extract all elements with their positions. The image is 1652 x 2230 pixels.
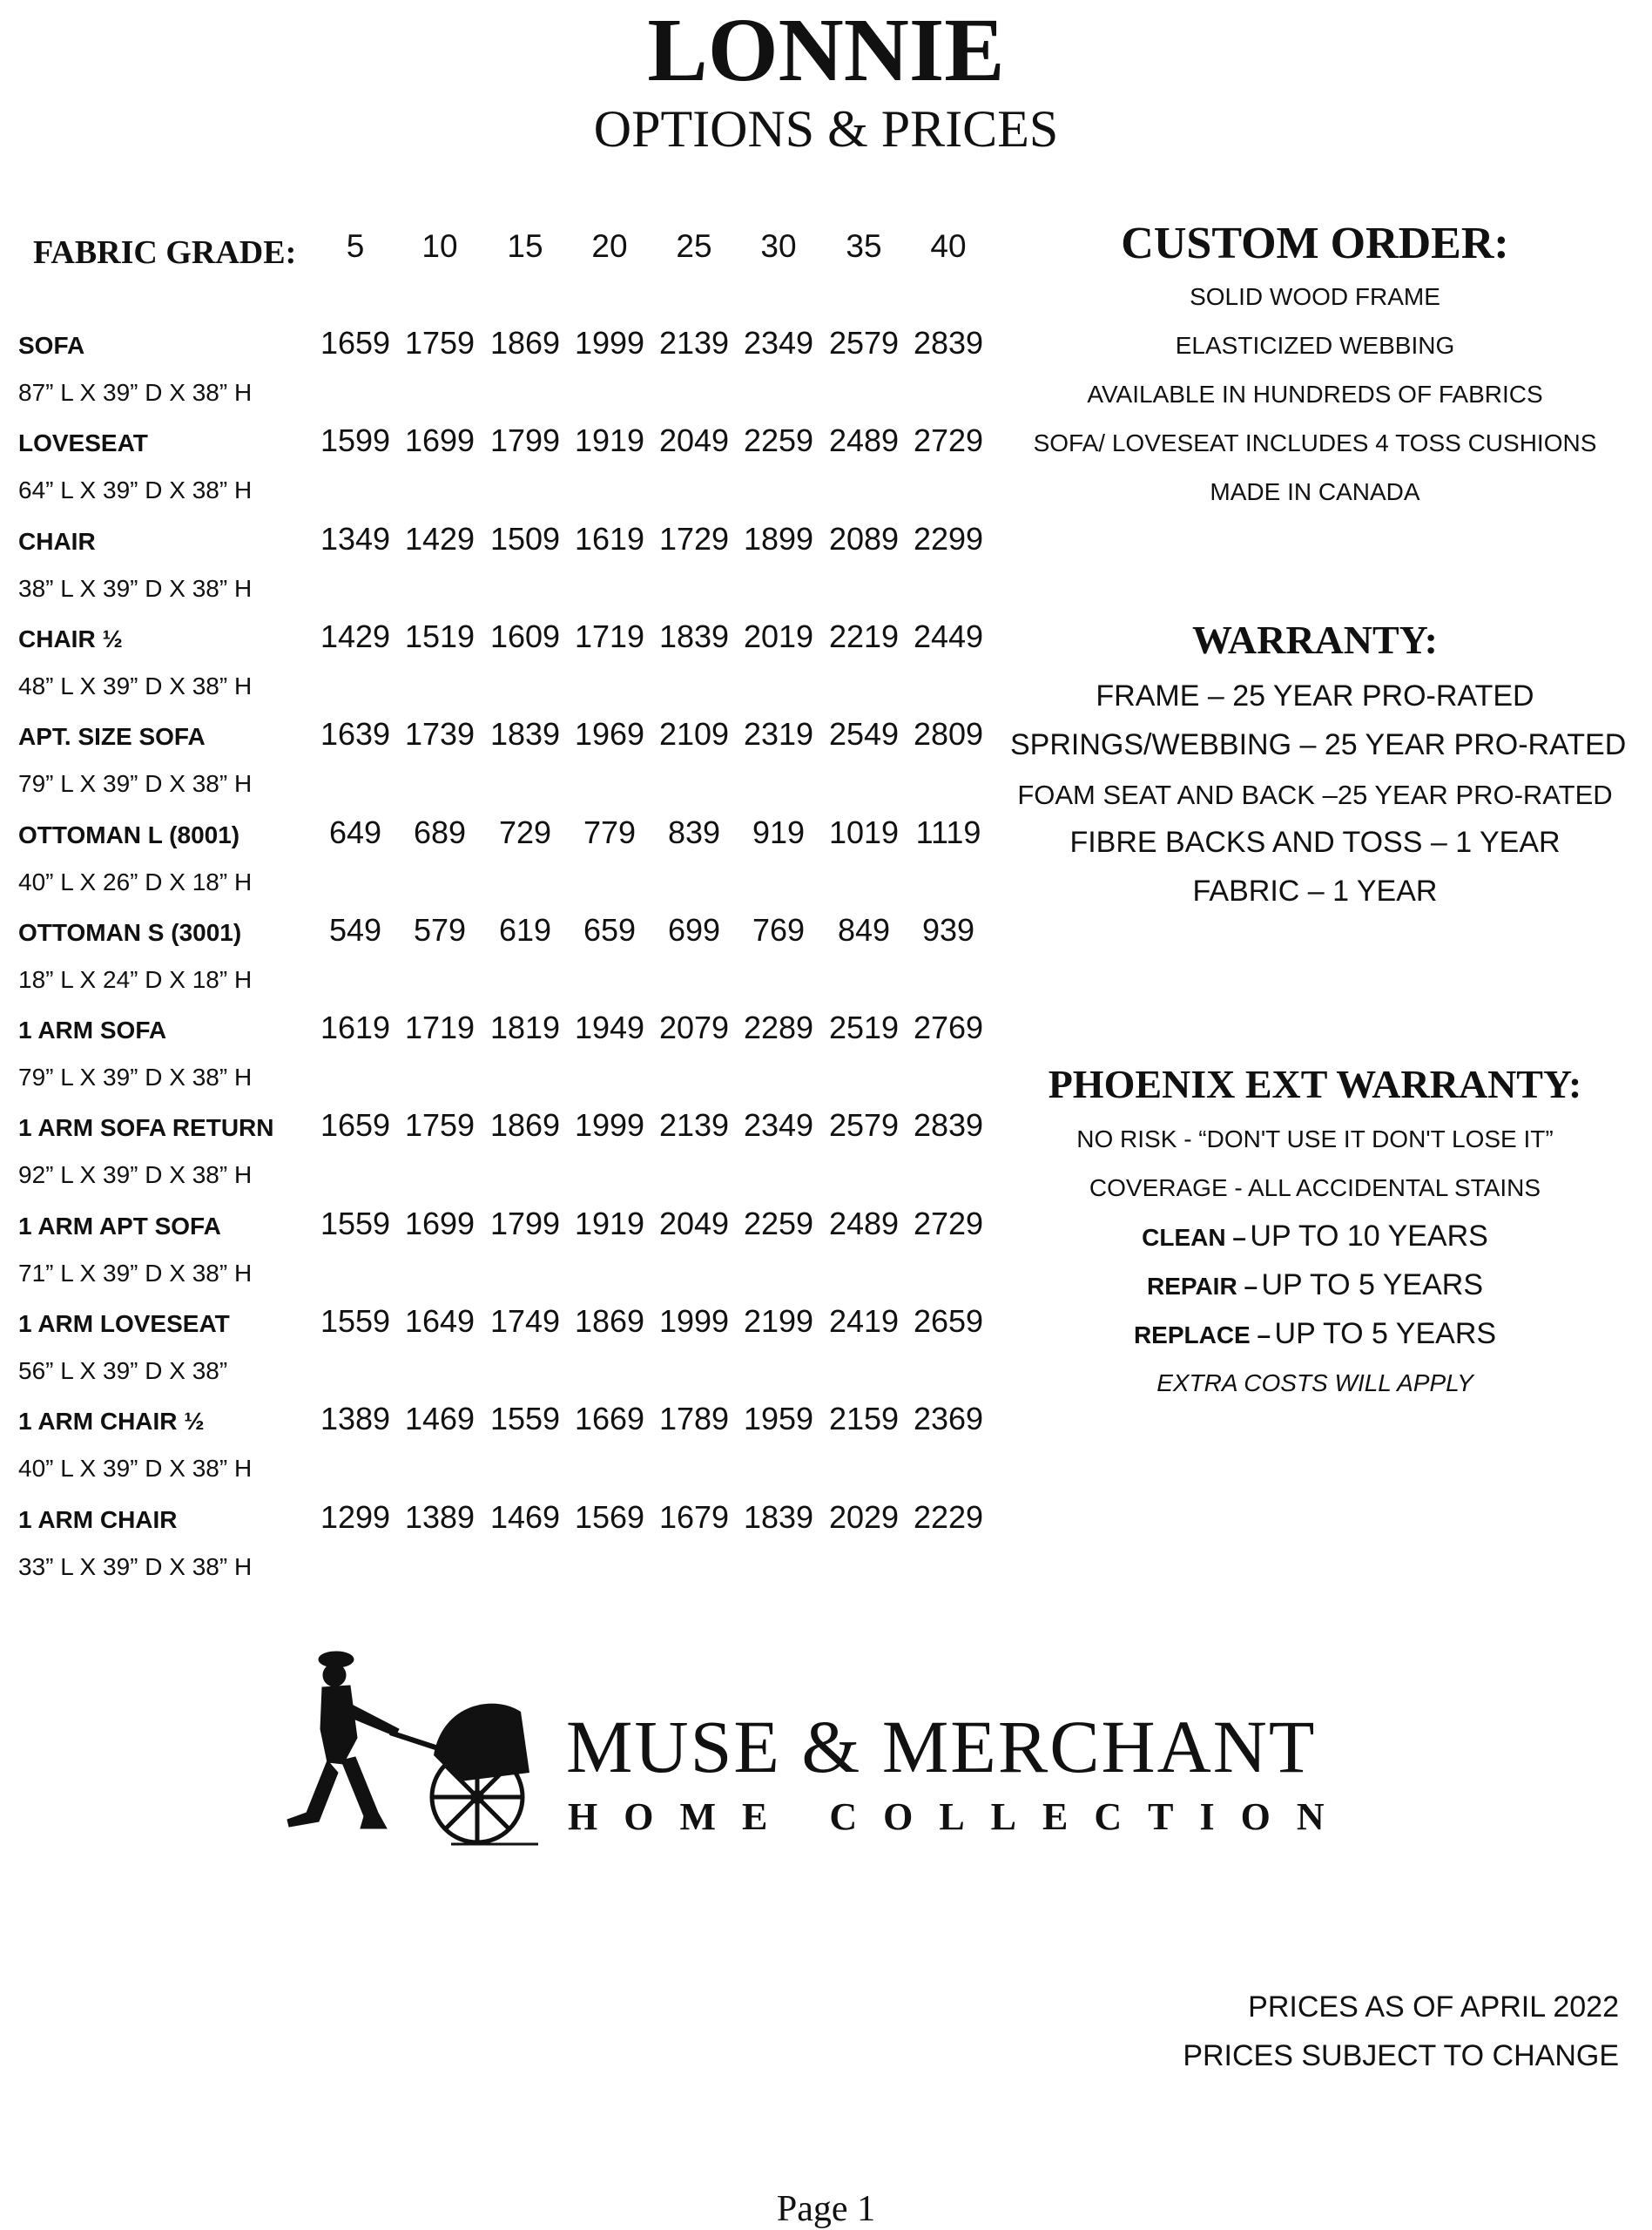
price-cell: 1899: [743, 520, 814, 557]
product-name: CHAIR ½: [18, 625, 123, 652]
page-number: Page 1: [776, 2189, 876, 2229]
price-cell: 2319: [743, 716, 814, 753]
price-cell: 849: [837, 911, 891, 948]
price-cell: 2839: [913, 325, 984, 361]
price-cell: 2659: [913, 1303, 984, 1339]
price-cell: 839: [667, 814, 721, 850]
fabric-grade-30: 30: [760, 228, 797, 264]
term-value: UP TO 5 YEARS: [1274, 1317, 1497, 1350]
price-cell: 1019: [828, 814, 900, 850]
phoenix-term-repair: [1010, 1268, 1620, 1302]
product-name: 1 ARM SOFA: [18, 1017, 167, 1044]
price-cell: 2049: [658, 1205, 730, 1241]
price-cell: 1729: [658, 520, 730, 557]
custom-order-heading: CUSTOM ORDER:: [1121, 219, 1509, 268]
page-subtitle: OPTIONS & PRICES: [593, 100, 1059, 158]
price-cell: 1839: [658, 618, 730, 654]
price-cell: 1999: [574, 325, 645, 361]
price-cell: 2299: [913, 520, 984, 557]
fabric-grade-label: FABRIC GRADE:: [33, 234, 297, 271]
phoenix-coverage: COVERAGE - ALL ACCIDENTAL STAINS: [1089, 1174, 1541, 1201]
price-cell: 769: [752, 911, 806, 948]
warranty-item: FOAM SEAT AND BACK –25 YEAR PRO-RATED: [1017, 780, 1613, 810]
warranty-item: SPRINGS/WEBBING – 25 YEAR PRO-RATED: [1010, 728, 1627, 761]
phoenix-term-clean: [1010, 1220, 1620, 1254]
price-cell: 1869: [489, 325, 561, 361]
price-cell: 939: [921, 911, 975, 948]
price-cell: 1999: [574, 1107, 645, 1144]
product-dimensions: 40” L X 26” D X 18” H: [18, 868, 253, 895]
price-cell: 1749: [489, 1303, 561, 1339]
price-cell: 2259: [743, 422, 814, 459]
term-value: UP TO 10 YEARS: [1250, 1220, 1488, 1253]
product-dimensions: 33” L X 39” D X 38” H: [18, 1552, 253, 1580]
product-dimensions: 56” L X 39” D X 38”: [18, 1357, 228, 1384]
price-cell: 1869: [574, 1303, 645, 1339]
price-cell: 1759: [404, 325, 475, 361]
warranty-item: FRAME – 25 YEAR PRO-RATED: [1096, 679, 1534, 713]
product-dimensions: 40” L X 39” D X 38” H: [18, 1455, 253, 1483]
product-dimensions: 71” L X 39” D X 38” H: [18, 1259, 253, 1287]
price-cell: 699: [667, 911, 721, 948]
price-cell: 2419: [828, 1303, 900, 1339]
price-cell: 659: [583, 911, 637, 948]
price-cell: 549: [328, 911, 382, 948]
price-cell: 1559: [489, 1401, 561, 1437]
price-cell: 2229: [913, 1498, 984, 1535]
price-cell: 2159: [828, 1401, 900, 1437]
price-cell: 579: [413, 911, 467, 948]
custom-order-item: SOLID WOOD FRAME: [1190, 283, 1440, 310]
fabric-grade-35: 35: [846, 228, 882, 264]
price-cell: 1469: [489, 1498, 561, 1535]
price-cell: 1619: [574, 520, 645, 557]
price-cell: 2139: [658, 1107, 730, 1144]
price-cell: 1659: [320, 1107, 391, 1144]
product-dimensions: 79” L X 39” D X 38” H: [18, 770, 253, 798]
price-cell: 1609: [489, 618, 561, 654]
product-name: 1 ARM APT SOFA: [18, 1212, 221, 1240]
logo-brand-name: MUSE & MERCHANT: [566, 1705, 1317, 1788]
price-cell: 2349: [743, 325, 814, 361]
price-cell: 1759: [404, 1107, 475, 1144]
phoenix-term-replace: [1010, 1317, 1620, 1351]
price-cell: 649: [328, 814, 382, 850]
price-cell: 1719: [404, 1010, 475, 1046]
custom-order-item: SOFA/ LOVESEAT INCLUDES 4 TOSS CUSHIONS: [1033, 429, 1597, 456]
product-name: APT. SIZE SOFA: [18, 723, 206, 751]
warranty-item: FIBRE BACKS AND TOSS – 1 YEAR: [1069, 826, 1561, 859]
price-cell: 2489: [828, 1205, 900, 1241]
price-cell: 1959: [743, 1401, 814, 1437]
product-dimensions: 92” L X 39” D X 38” H: [18, 1161, 253, 1189]
fabric-grade-20: 20: [591, 228, 628, 264]
price-cell: 1919: [574, 422, 645, 459]
rickshaw-puller-logo-icon: [277, 1642, 556, 1851]
phoenix-no-risk: NO RISK - “DON'T USE IT DON'T LOSE IT”: [1076, 1125, 1554, 1152]
price-cell: 2139: [658, 325, 730, 361]
price-cell: 2519: [828, 1010, 900, 1046]
price-cell: 2079: [658, 1010, 730, 1046]
fabric-grade-10: 10: [421, 228, 458, 264]
product-dimensions: 87” L X 39” D X 38” H: [18, 379, 253, 406]
product-name: 1 ARM LOVESEAT: [18, 1310, 230, 1337]
product-name: LOVESEAT: [18, 429, 148, 457]
price-cell: 1799: [489, 422, 561, 459]
price-cell: 1999: [658, 1303, 730, 1339]
price-cell: 619: [498, 911, 552, 948]
product-dimensions: 64” L X 39” D X 38” H: [18, 476, 253, 504]
price-cell: 2489: [828, 422, 900, 459]
price-cell: 2579: [828, 325, 900, 361]
price-cell: 1679: [658, 1498, 730, 1535]
price-cell: 2349: [743, 1107, 814, 1144]
price-cell: 689: [413, 814, 467, 850]
price-cell: 1819: [489, 1010, 561, 1046]
price-cell: 2199: [743, 1303, 814, 1339]
price-cell: 2029: [828, 1498, 900, 1535]
term-label: REPAIR –: [1146, 1273, 1258, 1300]
price-cell: 1919: [574, 1205, 645, 1241]
price-cell: 1389: [404, 1498, 475, 1535]
fabric-grade-25: 25: [676, 228, 712, 264]
page-title: LONNIE: [647, 0, 1005, 100]
product-dimensions: 18” L X 24” D X 18” H: [18, 965, 253, 993]
term-label: REPLACE –: [1133, 1321, 1271, 1348]
price-cell: 1699: [404, 422, 475, 459]
product-name: 1 ARM CHAIR: [18, 1505, 178, 1533]
price-cell: 2049: [658, 422, 730, 459]
price-cell: 1429: [404, 520, 475, 557]
price-cell: 779: [583, 814, 637, 850]
price-cell: 2289: [743, 1010, 814, 1046]
price-cell: 2109: [658, 716, 730, 753]
price-cell: 1969: [574, 716, 645, 753]
custom-order-item: ELASTICIZED WEBBING: [1175, 332, 1455, 359]
price-cell: 1669: [574, 1401, 645, 1437]
price-cell: 1719: [574, 618, 645, 654]
price-cell: 919: [752, 814, 806, 850]
term-value: UP TO 5 YEARS: [1261, 1268, 1484, 1301]
product-name: 1 ARM CHAIR ½: [18, 1408, 205, 1436]
fabric-grade-15: 15: [507, 228, 543, 264]
price-cell: 1509: [489, 520, 561, 557]
price-cell: 1559: [320, 1205, 391, 1241]
price-cell: 1789: [658, 1401, 730, 1437]
price-cell: 1639: [320, 716, 391, 753]
price-cell: 2549: [828, 716, 900, 753]
phoenix-note: EXTRA COSTS WILL APPLY: [1156, 1369, 1473, 1396]
price-cell: 1599: [320, 422, 391, 459]
price-cell: 1429: [320, 618, 391, 654]
price-cell: 2729: [913, 422, 984, 459]
warranty-item: FABRIC – 1 YEAR: [1192, 875, 1438, 908]
price-cell: 2089: [828, 520, 900, 557]
price-cell: 1619: [320, 1010, 391, 1046]
price-cell: 1739: [404, 716, 475, 753]
prices-notice: PRICES SUBJECT TO CHANGE: [1183, 2039, 1619, 2072]
price-cell: 2219: [828, 618, 900, 654]
price-cell: 2809: [913, 716, 984, 753]
product-dimensions: 38” L X 39” D X 38” H: [18, 574, 253, 602]
price-cell: 2769: [913, 1010, 984, 1046]
price-cell: 1349: [320, 520, 391, 557]
fabric-grade-40: 40: [930, 228, 967, 264]
price-cell: 729: [498, 814, 552, 850]
price-cell: 1839: [489, 716, 561, 753]
price-cell: 1839: [743, 1498, 814, 1535]
price-cell: 1299: [320, 1498, 391, 1535]
price-cell: 1469: [404, 1401, 475, 1437]
price-cell: 1659: [320, 325, 391, 361]
product-dimensions: 48” L X 39” D X 38” H: [18, 672, 253, 699]
logo-tagline: HOME COLLECTION: [568, 1795, 1351, 1838]
price-cell: 2449: [913, 618, 984, 654]
price-cell: 2579: [828, 1107, 900, 1144]
price-cell: 1569: [574, 1498, 645, 1535]
product-name: OTTOMAN S (3001): [18, 918, 242, 946]
product-name: CHAIR: [18, 527, 96, 555]
price-cell: 1799: [489, 1205, 561, 1241]
price-cell: 1649: [404, 1303, 475, 1339]
price-cell: 2369: [913, 1401, 984, 1437]
product-name: SOFA: [18, 332, 85, 359]
product-name: OTTOMAN L (8001): [18, 821, 240, 848]
price-cell: 1119: [915, 814, 981, 850]
price-cell: 2839: [913, 1107, 984, 1144]
price-cell: 1699: [404, 1205, 475, 1241]
price-cell: 1869: [489, 1107, 561, 1144]
phoenix-warranty-heading: PHOENIX EXT WARRANTY:: [1048, 1062, 1582, 1106]
prices-date: PRICES AS OF APRIL 2022: [1248, 1990, 1619, 2024]
term-label: CLEAN –: [1142, 1224, 1246, 1251]
price-cell: 2729: [913, 1205, 984, 1241]
price-cell: 2259: [743, 1205, 814, 1241]
price-cell: 1519: [404, 618, 475, 654]
product-dimensions: 79” L X 39” D X 38” H: [18, 1064, 253, 1091]
price-cell: 1389: [320, 1401, 391, 1437]
price-cell: 1559: [320, 1303, 391, 1339]
custom-order-item: AVAILABLE IN HUNDREDS OF FABRICS: [1087, 381, 1543, 408]
fabric-grade-5: 5: [346, 228, 365, 264]
warranty-heading: WARRANTY:: [1192, 618, 1438, 662]
product-name: 1 ARM SOFA RETURN: [18, 1114, 274, 1142]
price-cell: 1949: [574, 1010, 645, 1046]
price-cell: 2019: [743, 618, 814, 654]
custom-order-item: MADE IN CANADA: [1210, 478, 1420, 505]
